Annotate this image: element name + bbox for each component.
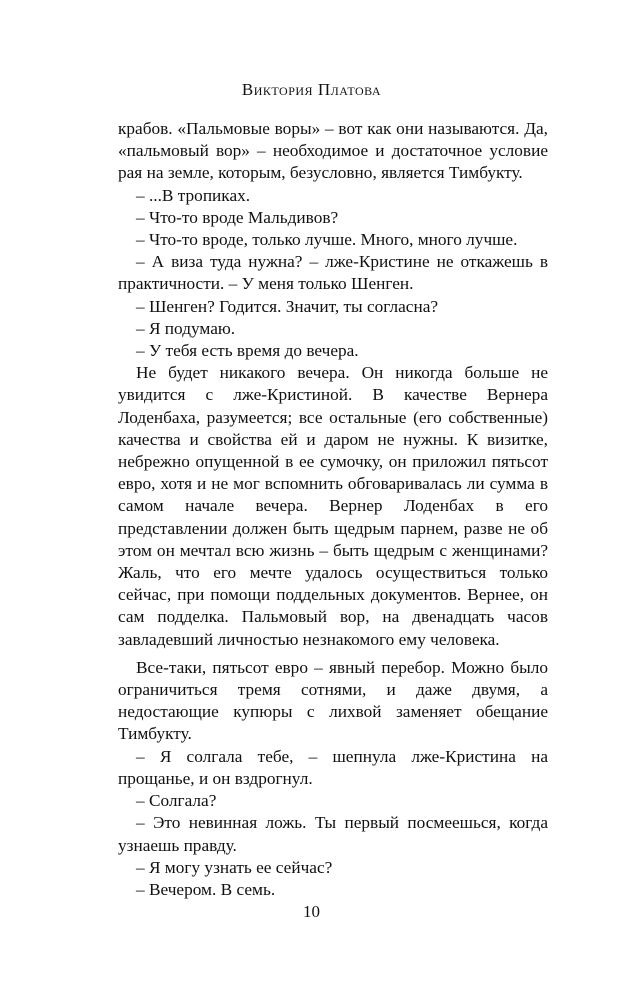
dialogue-line: – Это невинная ложь. Ты первый посмеешься, когда узнаешь правду. [118,813,548,855]
dialogue-line: – Вечером. В семь. [136,879,276,899]
running-head [0,80,623,100]
dialogue-line: – У тебя есть время до вечера. [136,341,359,361]
dialogue-line: – Солгала? [136,791,217,811]
dialogue-line: – Что-то вроде, только лучше. Много, много лучше. [136,230,518,250]
dialogue-line: – Я подумаю. [136,318,236,338]
dialogue-line: – Шенген? Годится. Значит, ты согласна? [136,296,439,316]
dialogue-line: – ...В тропиках. [136,185,251,205]
dialogue-line: – А виза туда нужна? – лже-Кристине не откажешь в практичности. – У меня только Шенген. [118,252,548,294]
dialogue-line: – Что-то вроде Мальдивов? [136,207,339,227]
body-text [118,118,548,901]
paragraph: Не будет никакого вечера. Он никогда больше не увидится с лже-Кристиной. В качестве Вернера Лоденбаха, разумеется; все остальные (его собственные) качества и свойства ей и даром не нужны. К визитке, небрежно опущенной в ее сумочку, он приложил пятьсот евро, хотя и не мог вспомнить обговаривалась ли сумма в самом начале вечера. Вернер Лоденбах в его представлении должен быть щедрым парнем, разве не об этом он мечтал всю жизнь – быть щедрым с женщинами? Жаль, что его мечте удалось осуществиться только сейчас, при помощи поддельных документов. Вернее, он сам подделка. Пальмовый вор, на двенадцать часов завладевший личностью незнакомого ему человека. [118,363,548,649]
page-number: 10 [303,902,320,921]
paragraph: крабов. «Пальмовые воры» – вот как они называются. Да, «пальмовый вор» – необходимое и достаточное условие рая на земле, которым, безусловно, является Тимбукту. [118,119,548,183]
dialogue-line: – Я солгала тебе, – шепнула лже-Кристина на прощанье, и он вздрогнул. [118,746,548,788]
dialogue-line: – Я могу узнать ее сейчас? [136,857,333,877]
author-name: Виктория Платова [241,80,382,99]
paragraph: Все-таки, пятьсот евро – явный перебор. Можно было ограничиться тремя сотнями, и даже двумя, а недостающие купюры с лихвой заменяет обещание Тимбукту. [118,657,548,744]
